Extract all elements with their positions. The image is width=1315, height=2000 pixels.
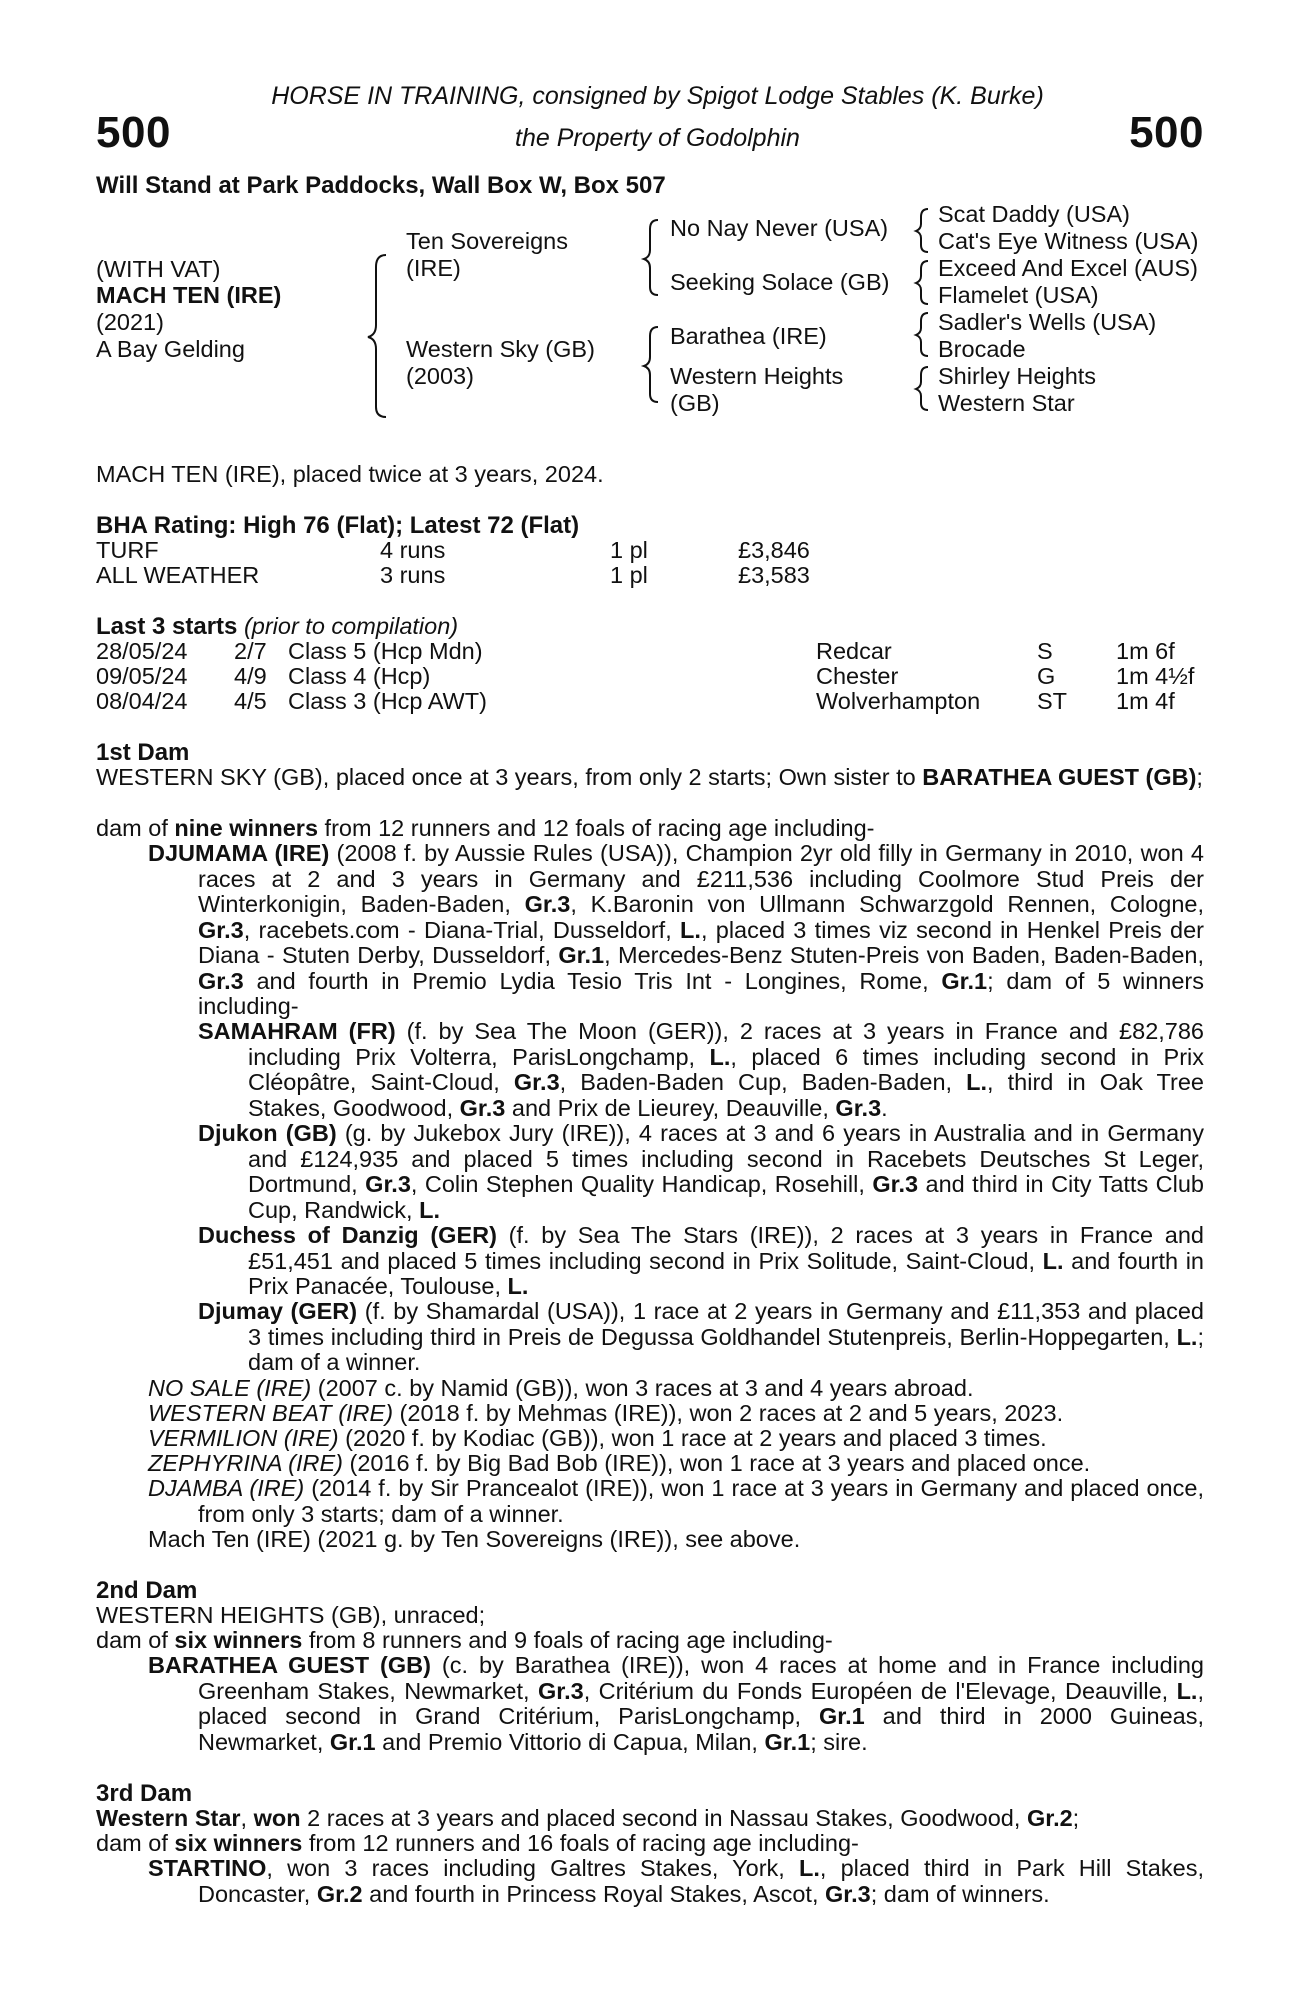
djumama-name: DJUMAMA (IRE) — [148, 840, 330, 866]
zeph-text: (2016 f. by Big Bad Bob (IRE)), won 1 race at 3 years and placed once. — [342, 1450, 1091, 1476]
pedigree-dam-year: (2003) — [406, 363, 474, 389]
djumay-text: (f. by Shamardal (USA)), 1 race at 2 years in Germany and £11,353 and placed 3 times including third in Preis de Degussa Goldhandel Stutenpreis, Berlin-Hoppegarten, — [248, 1298, 1205, 1350]
st-text: ; dam of winners. — [870, 1880, 1050, 1907]
djumama-text: , Mercedes-Benz Stuten-Preis von Baden, Baden-Baden, — [604, 942, 1204, 968]
bg-text: ; sire. — [810, 1728, 868, 1755]
grade-badge: Gr.3 — [198, 967, 244, 994]
pedigree-sire-suffix: (IRE) — [406, 255, 461, 281]
rating-aw-prize: £3,583 — [738, 562, 810, 588]
listed-badge: L. — [966, 1069, 988, 1095]
first-dam-produce — [96, 816, 875, 842]
samahram-end: . — [881, 1094, 888, 1121]
djamba-text: (2014 f. by Sir Prancealot (IRE)), won 1 race at 3 years in Germany and placed once, from only 3 starts; dam of a winner. — [198, 1475, 1204, 1527]
vat-note: (WITH VAT) — [96, 256, 221, 282]
grade-badge: Gr.3 — [513, 1069, 560, 1095]
grade-badge: Gr.3 — [872, 1171, 919, 1197]
samahram-text: , placed 6 times including second in Prix Cléopâtre, Saint-Cloud, — [248, 1043, 1204, 1095]
consignor-line: HORSE IN TRAINING, consigned by Spigot Lodge Stables (K. Burke) — [271, 82, 1044, 110]
dam-of-detail: from 12 runners and 12 foals of racing age including- — [318, 815, 875, 841]
winners-count: nine winners — [174, 815, 319, 841]
duchess-text: and fourth in Prix Panacée, Toulouse, — [248, 1247, 1204, 1299]
progeny-djukon — [198, 1121, 1204, 1223]
rating-aw-placed: 1 pl — [610, 562, 648, 588]
djumama-text: , racebets.com - Diana-Trial, Dusseldorf, — [243, 916, 681, 943]
start-3-pos: 4/5 — [234, 688, 267, 714]
grade-badge: Gr.1 — [558, 942, 605, 968]
djukon-text: (g. by Jukebox Jury (IRE)), 4 races at 3 and 6 years in Australia and in Germany and £124,935 and placed 5 times including second in Racebets Deutsches St Leger, Dortmund, — [248, 1120, 1204, 1197]
djumama-text: , placed 3 times viz second in Henkel Preis der Diana - Stuten Derby, Dusseldorf, — [198, 916, 1204, 968]
djukon-name: Djukon (GB) — [198, 1120, 337, 1146]
third-dam-produce — [96, 1831, 859, 1857]
st-text: and fourth in Princess Royal Stakes, Ascot, — [362, 1880, 826, 1907]
first-dam-intro-text: WESTERN SKY (GB), placed once at 3 years, from only 2 starts; Own sister to — [96, 764, 923, 790]
winners-count: six winners — [174, 1627, 303, 1653]
djumay-text: ; dam of a winner. — [248, 1323, 1204, 1375]
progeny-vermilion — [148, 1426, 1047, 1452]
rating-aw-runs: 3 runs — [380, 562, 446, 588]
djumama-text: ; dam of 5 winners including- — [198, 967, 1204, 1019]
djumay-name: Djumay (GER) — [198, 1298, 358, 1324]
bg-name: BARATHEA GUEST (GB) — [148, 1652, 431, 1678]
pedigree-g3-7: Shirley Heights — [938, 363, 1097, 389]
bha-rating: BHA Rating: High 76 (Flat); Latest 72 (Flat) — [96, 512, 580, 539]
start-3-dist: 1m 4f — [1116, 688, 1175, 714]
listed-badge: L. — [1176, 1323, 1198, 1350]
pedigree-g3-8: Western Star — [938, 390, 1075, 416]
grade-badge: Gr.3 — [459, 1094, 506, 1121]
listed-badge: L. — [1042, 1247, 1064, 1274]
pedigree-g3-4: Flamelet (USA) — [938, 282, 1099, 308]
start-3-going: ST — [1037, 688, 1068, 714]
zeph-name: ZEPHYRINA (IRE) — [148, 1450, 343, 1476]
djumama-text: (2008 f. by Aussie Rules (USA)), Champion 2yr old filly in Germany in 2010, won 4 races at 2 and 3 years in Germany and £211,536 including Coolmore Stud Preis der Winterkonigin, Baden-Baden, — [198, 840, 1204, 917]
progeny-samahram — [198, 1019, 1204, 1121]
grade-badge: Gr.2 — [1026, 1805, 1073, 1831]
samahram-text: , third in Oak Tree Stakes, Goodwood, — [248, 1069, 1204, 1121]
horse-description: A Bay Gelding — [96, 336, 245, 362]
ws-comma: , — [240, 1805, 254, 1831]
start-1-course: Redcar — [816, 638, 892, 664]
second-dam-produce — [96, 1628, 833, 1654]
last-starts-title: Last 3 starts — [96, 613, 238, 640]
race-summary: MACH TEN (IRE), placed twice at 3 years, 2024. — [96, 461, 604, 487]
start-3-course: Wolverhampton — [816, 688, 981, 714]
listed-badge: L. — [1176, 1677, 1198, 1704]
grade-badge: Gr.3 — [825, 1880, 871, 1907]
pedigree-g3-5: Sadler's Wells (USA) — [938, 309, 1157, 335]
samahram-text: , Baden-Baden Cup, Baden-Baden, — [559, 1069, 967, 1095]
ws-won: won — [253, 1805, 301, 1831]
rating-turf-prize: £3,846 — [738, 537, 810, 563]
horse-year: (2021) — [96, 309, 164, 335]
start-2-going: G — [1037, 663, 1056, 689]
second-dam-intro: WESTERN HEIGHTS (GB), unraced; — [96, 1602, 486, 1628]
st-text: , placed third in Park Hill Stakes, Doncaster, — [198, 1855, 1204, 1907]
last-starts-note: (prior to compilation) — [243, 613, 459, 639]
second-dam-heading: 2nd Dam — [96, 1577, 198, 1604]
samahram-text: and Prix de Lieurey, Deauville, — [505, 1094, 836, 1121]
ws-text: 2 races at 3 years and placed second in Nassau Stakes, Goodwood, — [300, 1805, 1027, 1831]
third-dam-heading: 3rd Dam — [96, 1780, 193, 1807]
samahram-name: SAMAHRAM (FR) — [198, 1018, 396, 1044]
progeny-djumama — [148, 841, 1204, 1020]
lot-number-right: 500 — [1129, 108, 1204, 157]
duchess-name: Duchess of Danzig (GER) — [198, 1222, 497, 1248]
djamba-name: DJAMBA (IRE) — [148, 1475, 305, 1501]
dam-of-label: dam of — [96, 815, 175, 841]
horse-name: MACH TEN (IRE) — [96, 282, 282, 308]
dam-of-detail: from 12 runners and 16 foals of racing age including- — [302, 1830, 859, 1856]
verm-text: (2020 f. by Kodiac (GB)), won 1 race at 2 years and placed 3 times. — [338, 1425, 1047, 1451]
grade-badge: Gr.1 — [764, 1728, 811, 1755]
property-line: the Property of Godolphin — [515, 124, 800, 152]
st-text: , won 3 races including Galtres Stakes, York, — [266, 1855, 799, 1881]
start-1-pos: 2/7 — [234, 638, 267, 664]
third-dam-intro — [96, 1806, 1079, 1832]
wbeat-text: (2018 f. by Mehmas (IRE)), won 2 races at 2 and 5 years, 2023. — [393, 1400, 1064, 1426]
lot-number-left: 500 — [96, 108, 171, 157]
grade-badge: Gr.1 — [819, 1703, 865, 1729]
samahram-text: (f. by Sea The Moon (GER)), 2 races at 3 years in France and £82,786 including Prix Volterra, ParisLongchamp, — [248, 1018, 1205, 1070]
progeny-djamba — [148, 1476, 1204, 1527]
pedigree-dam-dam: Western Heights — [670, 363, 844, 389]
nosale-name: NO SALE (IRE) — [148, 1375, 312, 1401]
last-starts-heading — [96, 614, 458, 640]
progeny-startino — [148, 1856, 1204, 1907]
start-1-date: 28/05/24 — [96, 638, 188, 664]
listed-badge: L. — [799, 1855, 820, 1881]
start-2-race: Class 4 (Hcp) — [288, 663, 431, 689]
pedigree-dam-sire: Barathea (IRE) — [670, 323, 827, 349]
djukon-text: , Colin Stephen Quality Handicap, Rosehill, — [410, 1171, 873, 1197]
verm-name: VERMILION (IRE) — [148, 1425, 339, 1451]
grade-badge: Gr.2 — [316, 1880, 363, 1907]
grade-badge: Gr.3 — [537, 1677, 584, 1704]
pedigree-sire-sire: No Nay Never (USA) — [670, 215, 889, 241]
grade-badge: Gr.3 — [198, 916, 244, 943]
start-2-pos: 4/9 — [234, 663, 267, 689]
bg-text: and third in 2000 Guineas, Newmarket, — [198, 1703, 1204, 1755]
pedigree-g3-6: Brocade — [938, 336, 1026, 362]
pedigree-g3-2: Cat's Eye Witness (USA) — [938, 228, 1199, 254]
rating-turf-surface: TURF — [96, 537, 159, 563]
listed-badge: L. — [507, 1273, 529, 1299]
winners-count: six winners — [174, 1830, 303, 1856]
pedigree-dam-dam-suffix: (GB) — [670, 390, 720, 416]
start-3-date: 08/04/24 — [96, 688, 188, 714]
progeny-barathea-guest — [148, 1653, 1204, 1755]
progeny-mach-ten: Mach Ten (IRE) (2021 g. by Ten Sovereigns (IRE)), see above. — [148, 1526, 801, 1552]
progeny-djumay — [198, 1299, 1204, 1376]
pedigree-g3-3: Exceed And Excel (AUS) — [938, 255, 1198, 281]
bg-text: , Critérium du Fonds Européen de l'Elevage, Deauville, — [583, 1677, 1177, 1704]
rating-aw-surface: ALL WEATHER — [96, 562, 260, 588]
start-3-race: Class 3 (Hcp AWT) — [288, 688, 487, 714]
first-dam-sister-name: BARATHEA GUEST (GB) — [922, 764, 1197, 790]
start-2-date: 09/05/24 — [96, 663, 188, 689]
bg-text: (c. by Barathea (IRE)), won 4 races at home and in France including Greenham Stakes, Newmarket, — [198, 1652, 1204, 1704]
start-1-dist: 1m 6f — [1116, 638, 1175, 664]
pedigree-sire: Ten Sovereigns — [406, 228, 568, 254]
bg-text: and Premio Vittorio di Capua, Milan, — [375, 1728, 765, 1755]
djumama-text: and fourth in Premio Lydia Tesio Tris Int - Longines, Rome, — [243, 967, 942, 994]
grade-badge: Gr.3 — [835, 1094, 882, 1121]
grade-badge: Gr.3 — [524, 891, 571, 917]
start-1-going: S — [1037, 638, 1053, 664]
pedigree-sire-dam: Seeking Solace (GB) — [670, 269, 890, 295]
grade-badge: Gr.1 — [329, 1728, 376, 1755]
start-2-dist: 1m 4½f — [1116, 663, 1195, 689]
grade-badge: Gr.3 — [365, 1171, 411, 1197]
progeny-western-beat — [148, 1401, 1063, 1427]
dam-of-label: dam of — [96, 1627, 175, 1653]
first-dam-intro — [96, 765, 1204, 791]
pedigree-g3-1: Scat Daddy (USA) — [938, 201, 1130, 227]
duchess-text: (f. by Sea The Stars (IRE)), 2 races at 3 years in France and £51,451 and placed 5 times including second in Prix Solitude, Saint-Cloud, — [248, 1222, 1204, 1274]
start-2-course: Chester — [816, 663, 899, 689]
pedigree-dam: Western Sky (GB) — [406, 336, 595, 362]
stand-location: Will Stand at Park Paddocks, Wall Box W, Box 507 — [96, 172, 666, 199]
djukon-text: and third in City Tatts Club Cup, Randwick, — [248, 1171, 1204, 1223]
bg-text: , placed second in Grand Critérium, ParisLongchamp, — [198, 1677, 1204, 1729]
dam-of-detail: from 8 runners and 9 foals of racing age including- — [302, 1627, 833, 1653]
progeny-zephyrina — [148, 1451, 1090, 1477]
first-dam-intro-end: ; — [1196, 764, 1203, 790]
djumama-text: , K.Baronin von Ullmann Schwarzgold Rennen, Cologne, — [570, 891, 1205, 917]
rating-turf-placed: 1 pl — [610, 537, 648, 563]
listed-badge: L. — [680, 916, 701, 943]
listed-badge: L. — [709, 1043, 731, 1070]
progeny-duchess-of-danzig — [198, 1223, 1204, 1300]
start-1-race: Class 5 (Hcp Mdn) — [288, 638, 483, 664]
grade-badge: Gr.1 — [941, 967, 988, 994]
ws-end: ; — [1072, 1805, 1080, 1831]
wbeat-name: WESTERN BEAT (IRE) — [148, 1400, 394, 1426]
st-name: STARTINO — [148, 1855, 267, 1881]
rating-turf-runs: 4 runs — [380, 537, 446, 563]
ws-name: Western Star — [96, 1805, 241, 1831]
progeny-no-sale — [148, 1376, 973, 1402]
nosale-text: (2007 c. by Namid (GB)), won 3 races at 3 and 4 years abroad. — [311, 1375, 974, 1401]
listed-badge: L. — [419, 1196, 440, 1223]
first-dam-heading: 1st Dam — [96, 739, 190, 766]
dam-of-label: dam of — [96, 1830, 175, 1856]
